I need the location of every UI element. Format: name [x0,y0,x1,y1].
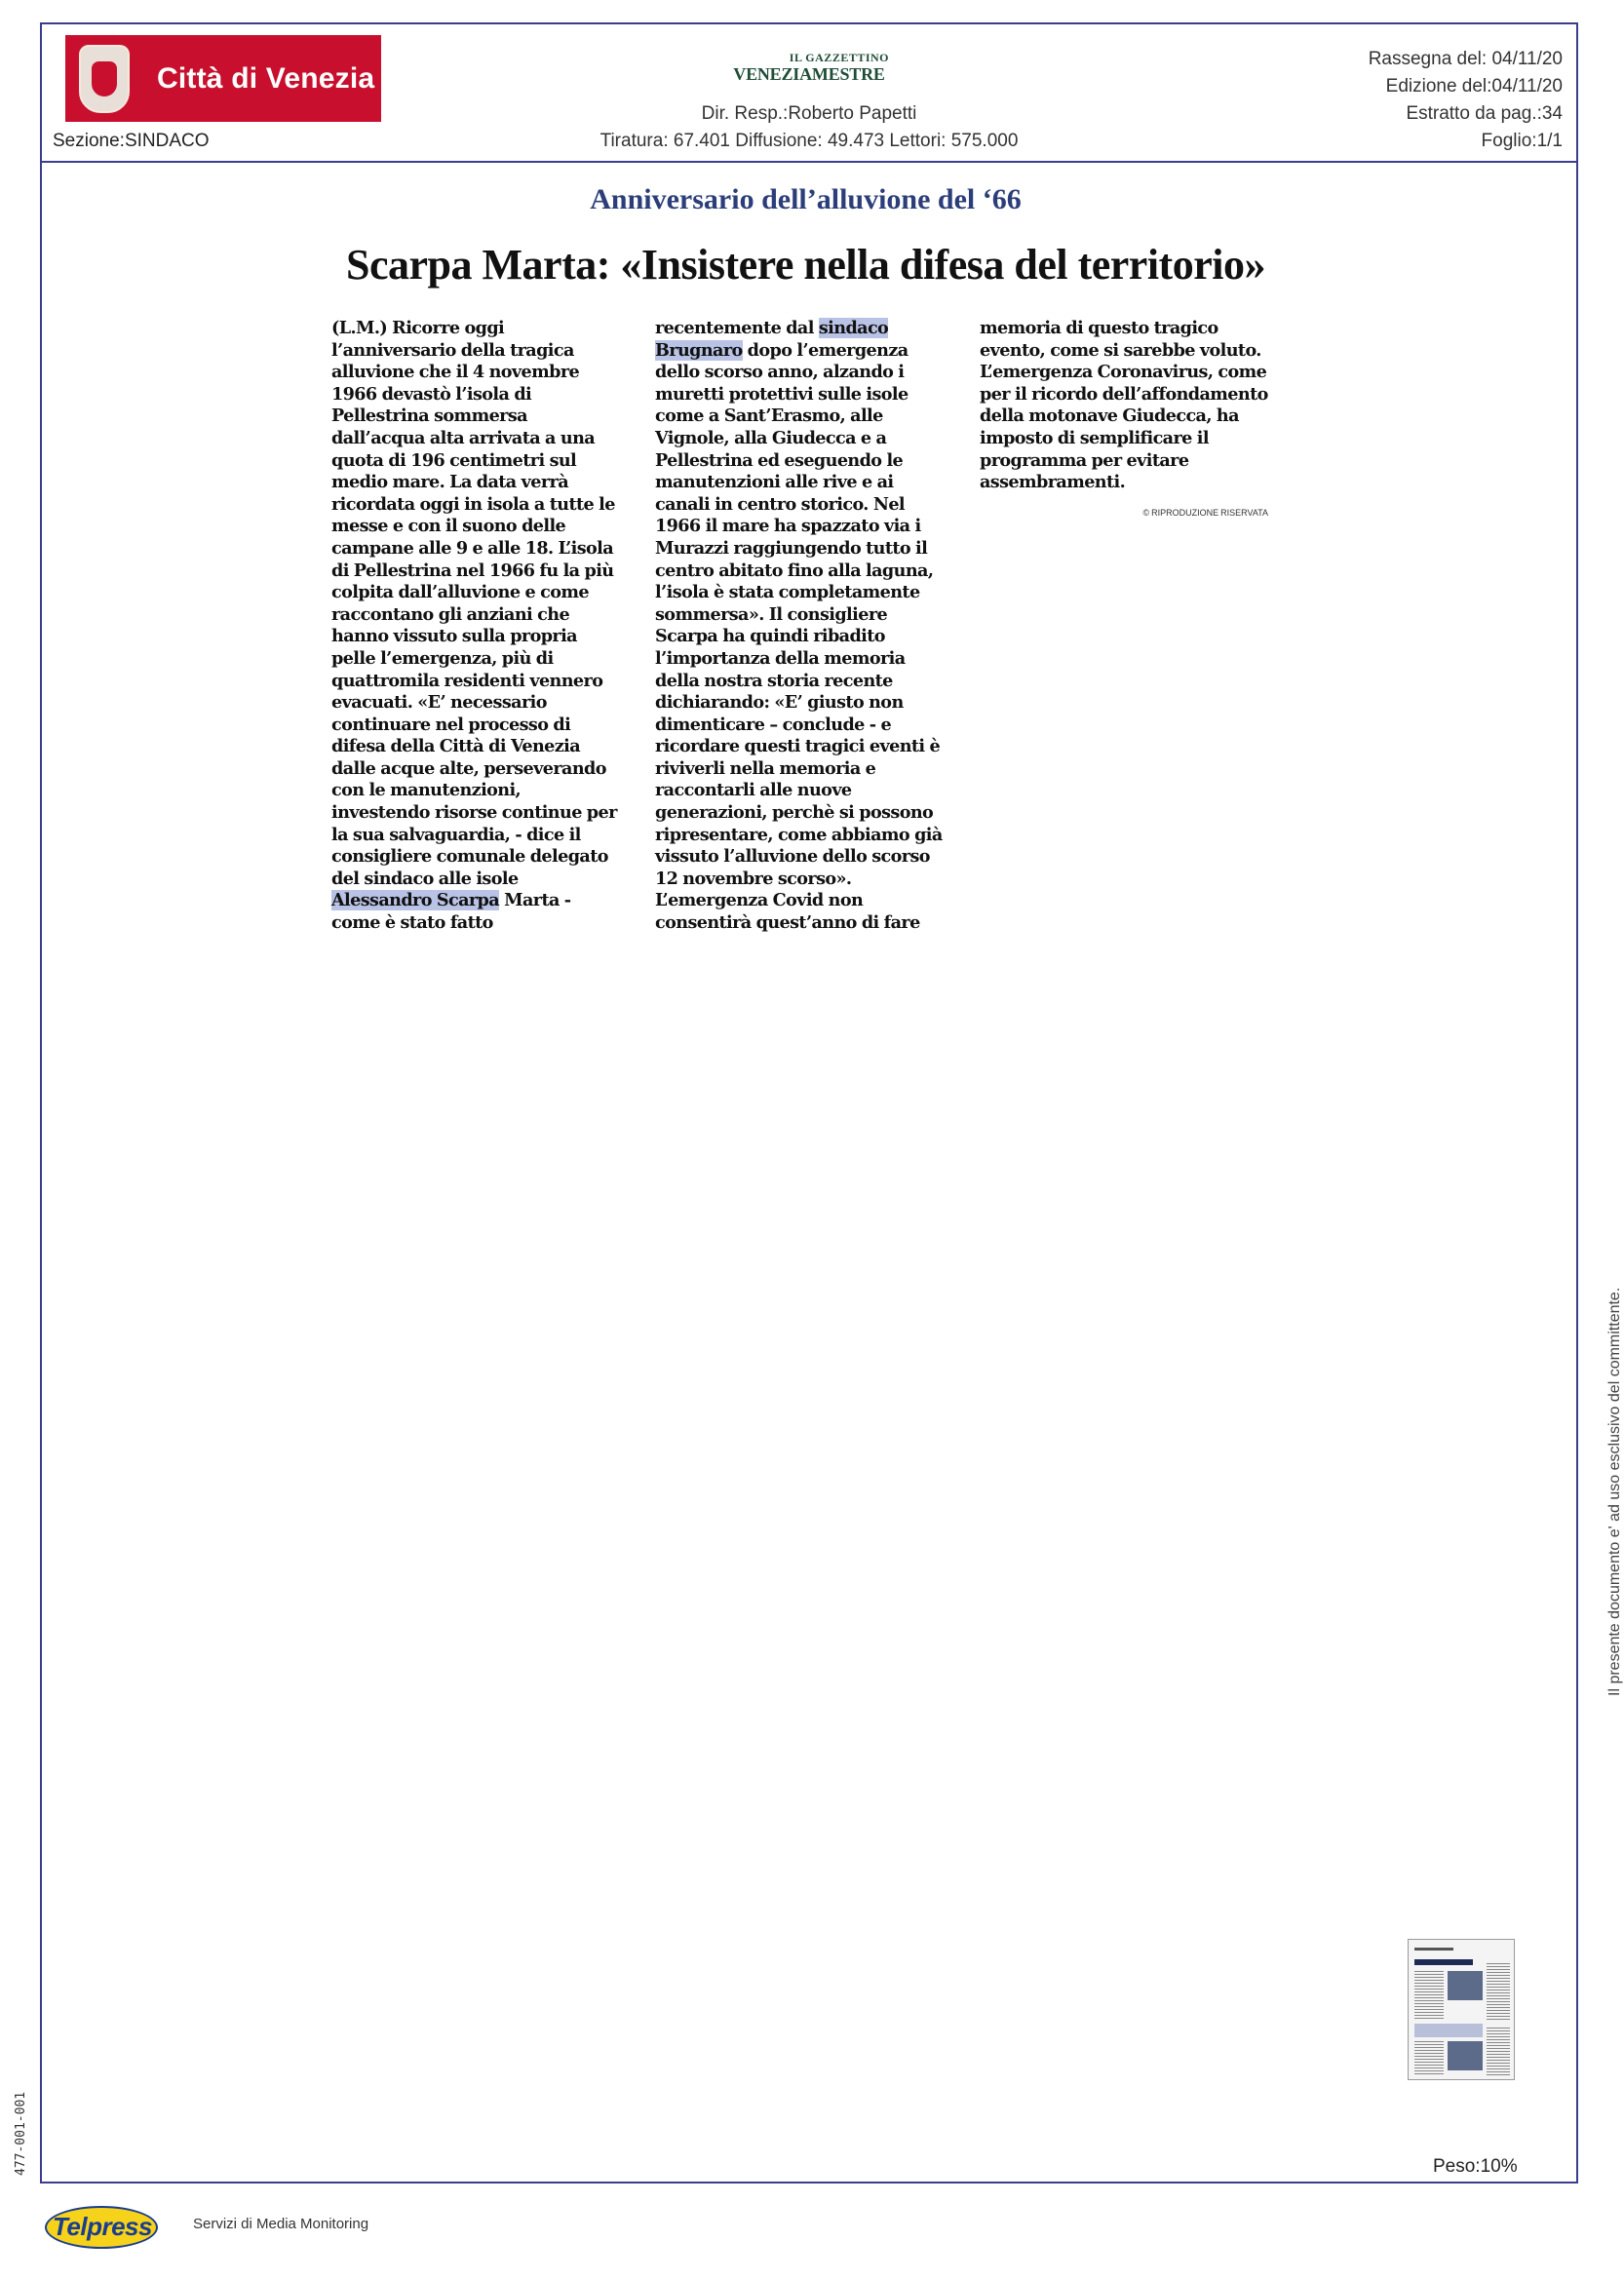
review-date: Rassegna del: 04/11/20 [1368,49,1563,69]
section-label: Sezione:SINDACO [53,131,210,151]
page-thumbnail [1408,1939,1515,2080]
column-1-text-end: Marta - come è stato fatto [331,890,571,934]
masthead-top: IL GAZZETTINO [789,51,889,64]
brand-name: Città di Venezia [157,61,375,95]
venice-crest-icon [79,45,130,113]
masthead-main: VENEZIAMESTRE [733,64,885,84]
director-line: Dir. Resp.:Roberto Papetti [701,103,917,124]
telpress-logo [45,2198,160,2253]
weight-label: Peso:10% [1433,2156,1518,2177]
column-2-text-start: recentemente dal [655,318,814,338]
extract-page: Estratto da pag.:34 [1406,103,1563,124]
article-column-1 [331,318,620,935]
header-divider [40,161,1578,163]
edition-date: Edizione del:04/11/20 [1385,76,1563,97]
highlighted-name: Alessandro Scarpa [331,890,500,911]
services-label: Servizi di Media Monitoring [193,2216,369,2232]
newspaper-masthead [721,51,897,83]
circulation-line: Tiratura: 67.401 Diffusione: 49.473 Lettori: 575.000 [599,131,1019,151]
telpress-wordmark: Telpress [53,2212,152,2241]
usage-note: Il presente documento e' ad uso esclusivo del committente. [1606,1287,1623,1696]
article-kicker: Anniversario dell’alluvione del ‘66 [590,183,1022,215]
copyright-note: © RIPRODUZIONE RISERVATA [1142,507,1268,518]
document-code: 477-001-001 [14,2091,28,2176]
column-1-text: (L.M.) Ricorre oggi l’anniversario della tragica alluvione che il 4 novembre 1966 devastò l’isola di Pellestrina sommersa dall’acqua alta arrivata a una quota di 196 centimetri sul medio mare. La data verrà ricordata oggi in isola a tutte le messe e con il suono delle campane alle 9 e alle 18. L’isola di Pellestrina nel 1966 fu la più colpita dall’alluvione e come raccontano gli anziani che hanno vissuto sulla propria pelle l’emergenza, più di quattromila residenti vennero evacuati. «E’ necessario continuare nel processo di difesa della Città di Venezia dalle acque alte, perseverando con le manutenzioni, investendo risorse continue per la sua salvaguardia, - dice il consigliere comunale delegato del sindaco alle isole [331,318,617,889]
column-2-text: dopo l’emergenza dello scorso anno, alzando i muretti protettivi sulle isole come a Sant’Erasmo, alle Vignole, alla Giudecca e a Pellestrina ed eseguendo le manutenzioni alle rive e ai canali in centro storico. Nel 1966 il mare ha spazzato via i Murazzi raggiungendo tutto il centro abitato fino alla laguna, l’isola è stata completamente sommersa». Il consigliere Scarpa ha quindi ribadito l’importanza della memoria della nostra storia recente dichiarando: «E’ giusto non dimenticare – conclude - e ricordare questi tragici eventi è riviverli nella memoria e raccontarli alle nuove generazioni, perchè si possono ripresentare, come abbiamo già vissuto l’alluvione dello scorso 12 novembre scorso». L’emergenza Covid non consentirà quest’anno di fare [655,339,943,934]
article-column-2 [655,318,944,935]
column-3-text: memoria di questo tragico evento, come si sarebbe voluto. L’emergenza Coronavirus, come per il ricordo dell’affondamento della motonave Giudecca, ha imposto di semplificare il programma per evitare assembramenti. [980,318,1268,493]
highlighted-mayor: sindaco Brugnaro [655,318,889,361]
sheet-number: Foglio:1/1 [1481,131,1563,151]
article-title: Scarpa Marta: «Insistere nella difesa del territorio» [346,241,1265,289]
citta-di-venezia-logo [65,35,381,122]
article-column-3 [980,318,1268,523]
